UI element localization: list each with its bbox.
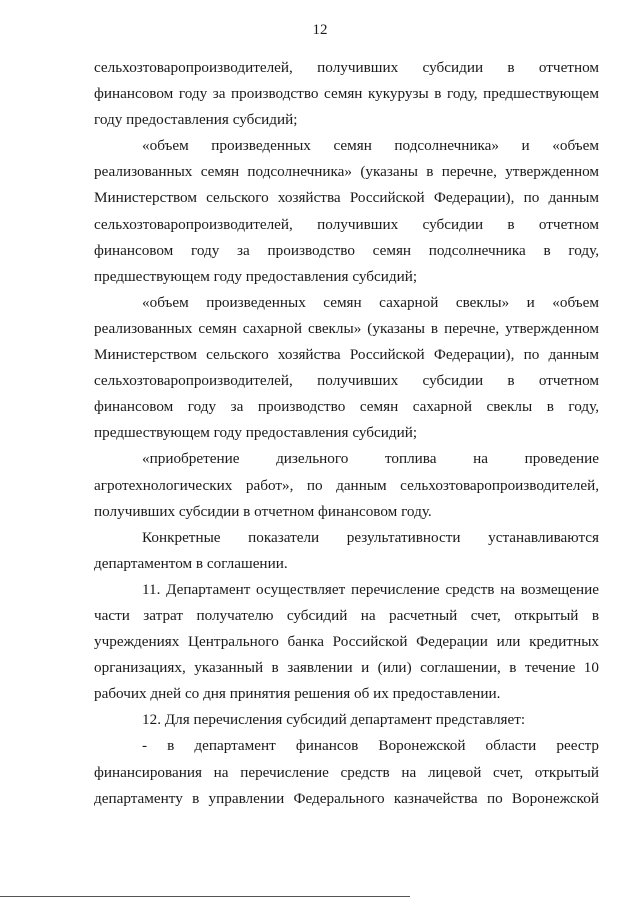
paragraph-item-12: 12. Для перечисления субсидий департамент представляет: — [142, 711, 526, 729]
paragraph-item-11: 11. Департамент осуществляет перечисление средств на возмещение части затрат получателю субсидий на расчетный счет, открытый в учреждениях Центрального банка Российской Федерации или кредитных организациях, указанный в заявлении и (или) соглашении, в течение 10 рабочих дней со дня принятия решения об их предоставлении. — [94, 580, 599, 703]
paragraph-corn-seeds-continuation: сельхозтоваропроизводителей, получивших субсидии в отчетном финансовом году за производство семян кукурузы в году, предшествующем году предоставления субсидий; — [94, 59, 599, 129]
paragraph-finance-registry: - в департамент финансов Воронежской области реестр финансирования на перечисление средств на лицевой счет, открытый департаменту в управлении Федерального казначейства по Воронежской — [94, 737, 599, 807]
paragraph-sugar-beet-seeds: «объем произведенных семян сахарной свеклы» и «объем реализованных семян сахарной свеклы» (указаны в перечне, утвержденном Министерством сельского хозяйства Российской Федерации), по данным сельхозтоваропроизводителей, получивших субсидии в отчетном финансовом году за производство семян сахарной свеклы в году, предшествующем году предоставления субсидий; — [94, 293, 599, 442]
paragraph-sunflower-seeds: «объем произведенных семян подсолнечника» и «объем реализованных семян подсолнечника» (указаны в перечне, утвержденном Министерством сельского хозяйства Российской Федерации), по данным сельхозтоваропроизводителей, получивших субсидии в отчетном финансовом году за производство семян подсолнечника в году, предшествующем году предоставления субсидий; — [94, 137, 599, 285]
paragraph-diesel-fuel: «приобретение дизельного топлива на проведение агротехнологических работ», по данным сельхозтоваропроизводителей, получивших субсидии в отчетном финансовом году. — [94, 450, 599, 520]
document-body — [94, 55, 599, 812]
page-number: 12 — [312, 22, 328, 38]
paragraph-performance-indicators: Конкретные показатели результативности устанавливаются департаментом в соглашении. — [94, 528, 599, 572]
bottom-scan-line — [0, 896, 410, 897]
